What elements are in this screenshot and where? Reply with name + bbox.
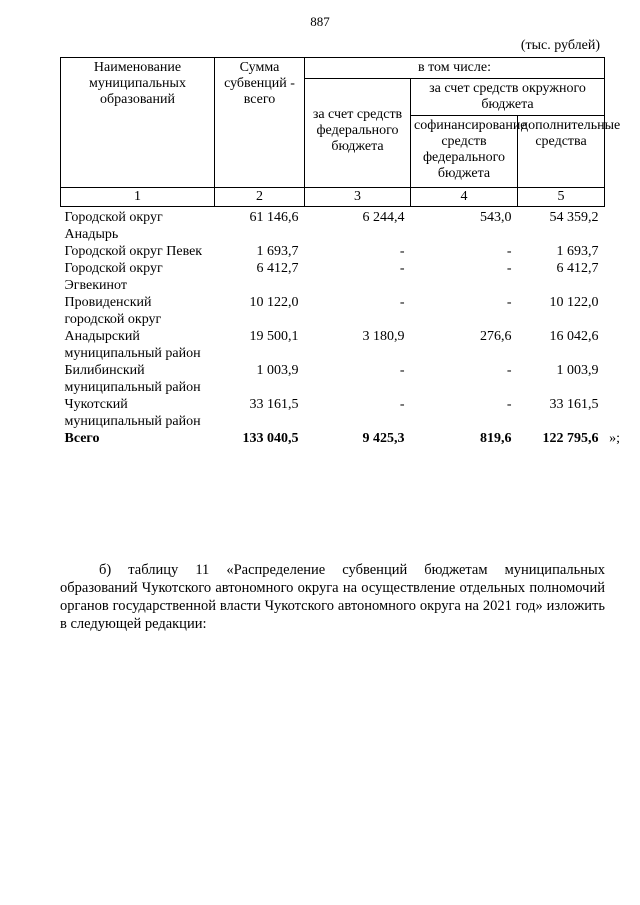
row-total: 61 146,6 bbox=[249, 210, 299, 225]
row-name: Городской округ Певек bbox=[64, 244, 203, 259]
header-name: Наименование муниципальных образований bbox=[61, 58, 215, 188]
row-cofinancing: 543,0 bbox=[480, 210, 512, 225]
table-row bbox=[61, 396, 605, 430]
table-row bbox=[61, 207, 605, 244]
row-total: 10 122,0 bbox=[249, 295, 299, 310]
row-federal: 6 244,4 bbox=[362, 210, 405, 225]
total-sum: 133 040,5 bbox=[242, 431, 299, 446]
header-additional: дополнительные средства bbox=[518, 116, 605, 188]
row-additional: 1 693,7 bbox=[556, 244, 599, 259]
row-total: 33 161,5 bbox=[249, 397, 299, 412]
header-federal: за счет средств федерального бюджета bbox=[305, 79, 411, 188]
row-name: Билибинский муниципальный район bbox=[64, 363, 201, 395]
row-additional: 6 412,7 bbox=[556, 261, 599, 276]
amendment-paragraph: б) таблицу 11 «Распределение субвенций бюджетам муниципальных образований Чукотского автономного округа на осуществление отдельных полномочий органов государственной власти Чукотского автономного округа на 2021 год» изложить в следующей редакции: bbox=[60, 561, 605, 632]
closing-quote-mark: »; bbox=[609, 431, 620, 446]
table-row bbox=[61, 362, 605, 396]
total-additional: 122 795,6 bbox=[542, 431, 599, 446]
header-cofinancing: софинансирование средств федерального бюджета bbox=[411, 116, 518, 188]
row-additional: 54 359,2 bbox=[549, 210, 599, 225]
table-body bbox=[61, 207, 605, 448]
table-row bbox=[61, 260, 605, 294]
row-federal: - bbox=[399, 397, 405, 412]
table-row bbox=[61, 328, 605, 362]
row-total: 1 693,7 bbox=[256, 244, 299, 259]
header-district: за счет средств окружного бюджета bbox=[411, 79, 605, 116]
row-additional: 10 122,0 bbox=[549, 295, 599, 310]
row-cofinancing: - bbox=[506, 261, 512, 276]
row-federal: 3 180,9 bbox=[362, 329, 405, 344]
row-additional: 1 003,9 bbox=[556, 363, 599, 378]
row-name: Городской округ Эгвекинот bbox=[64, 261, 163, 293]
subventions-table bbox=[60, 57, 621, 447]
row-federal: - bbox=[399, 295, 405, 310]
row-total: 1 003,9 bbox=[256, 363, 299, 378]
row-additional: 16 042,6 bbox=[549, 329, 599, 344]
row-total: 6 412,7 bbox=[256, 261, 299, 276]
column-number-4: 4 bbox=[411, 188, 518, 207]
row-name: Провиденский городской округ bbox=[64, 295, 162, 327]
row-cofinancing: 276,6 bbox=[480, 329, 512, 344]
column-number-3: 3 bbox=[305, 188, 411, 207]
row-cofinancing: - bbox=[506, 363, 512, 378]
row-name: Анадырский муниципальный район bbox=[64, 329, 201, 361]
table-row bbox=[61, 243, 605, 260]
total-cofinancing: 819,6 bbox=[480, 431, 512, 446]
column-number-2: 2 bbox=[215, 188, 305, 207]
header-including: в том числе: bbox=[305, 58, 605, 79]
row-federal: - bbox=[399, 261, 405, 276]
row-cofinancing: - bbox=[506, 397, 512, 412]
column-number-5: 5 bbox=[518, 188, 605, 207]
row-cofinancing: - bbox=[506, 295, 512, 310]
row-name: Чукотский муниципальный район bbox=[64, 397, 201, 429]
row-name: Городской округ Анадырь bbox=[64, 210, 163, 242]
table-row bbox=[61, 294, 605, 328]
row-total: 19 500,1 bbox=[249, 329, 299, 344]
row-cofinancing: - bbox=[506, 244, 512, 259]
row-federal: - bbox=[399, 363, 405, 378]
units-label: (тыс. рублей) bbox=[520, 38, 600, 53]
header-total: Сумма субвенций - всего bbox=[215, 58, 305, 188]
total-row bbox=[61, 430, 605, 447]
total-label: Всего bbox=[64, 431, 100, 446]
page-number: 887 bbox=[310, 14, 330, 29]
column-number-1: 1 bbox=[61, 188, 215, 207]
row-additional: 33 161,5 bbox=[549, 397, 599, 412]
total-federal: 9 425,3 bbox=[362, 431, 405, 446]
row-federal: - bbox=[399, 244, 405, 259]
table-header bbox=[61, 58, 621, 207]
